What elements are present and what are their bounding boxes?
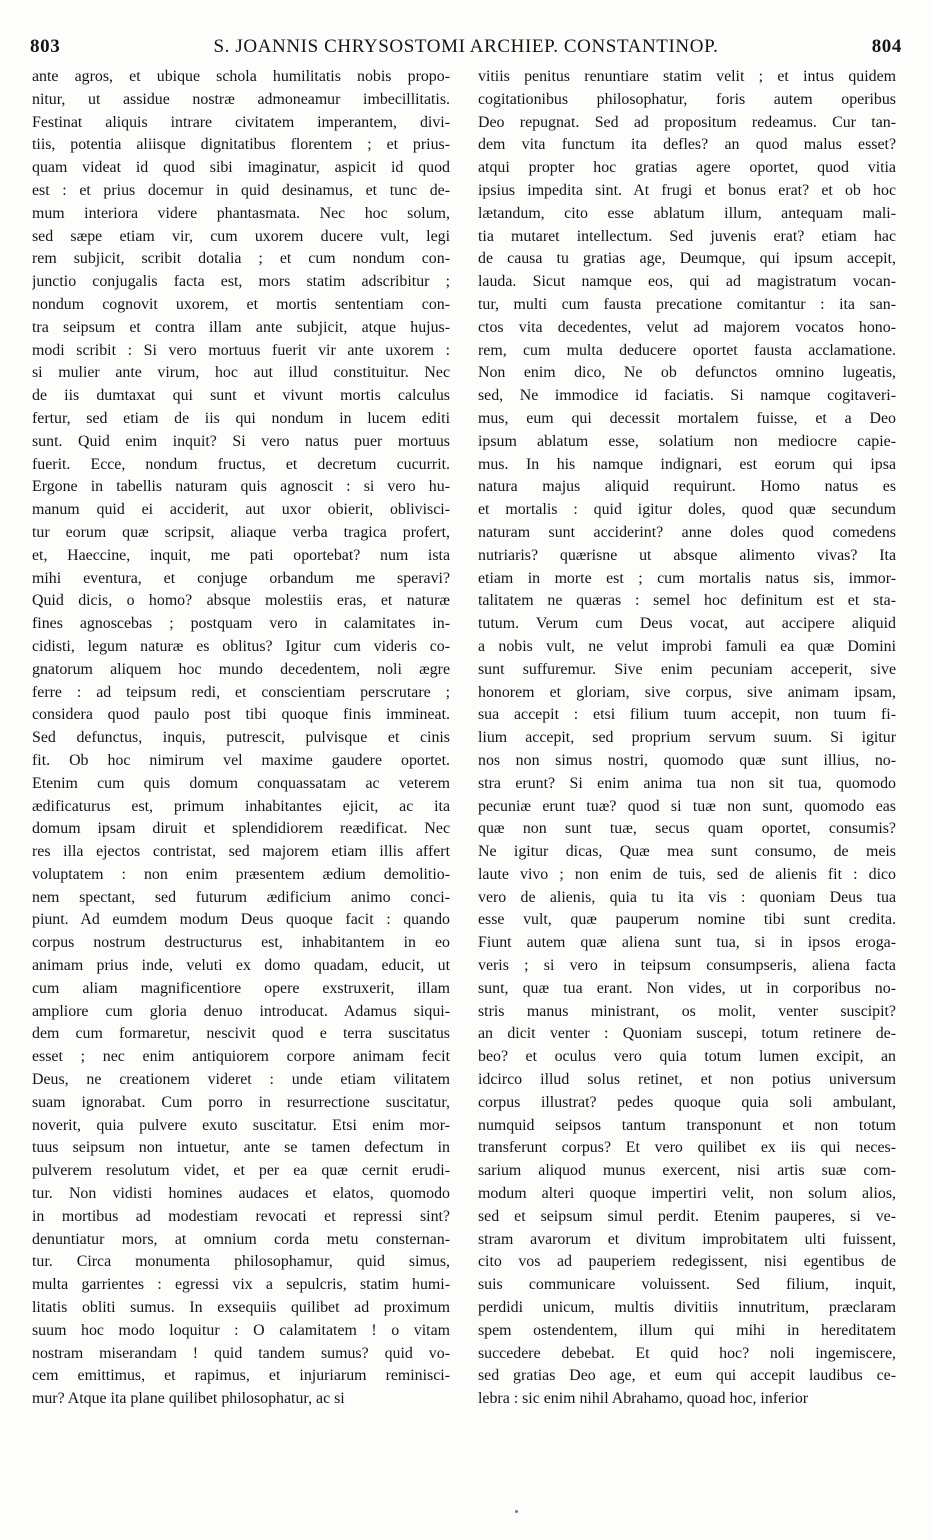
text-line: cem emittimus, et rapimus, et injuriarum reminisci- [32,1367,450,1385]
text-line: laute vivo ; non enim de tuis, sed de alienis fit : dico [478,865,896,883]
text-line: nondum cognovit uxorem, et mortis sententiam con- [32,295,450,313]
text-line: transferunt corpus? Et vero quilibet ex iis qui neces- [478,1139,896,1157]
text-line: sarium aliquod munus exercent, nisi artis suæ com- [478,1162,896,1180]
text-line: tur eorum quæ scripsit, aliaque verba tragica profert, [32,523,450,541]
text-line: mur? Atque ita plane quilibet philosophatur, ac si [32,1390,345,1408]
text-line: rem subjicit, scribit dotalia ; et cum nondum con- [32,250,450,268]
text-line: tiis, potentia aliisque dignitatibus florentem ; et prius- [32,136,450,154]
text-line: ipsius impedita sint. At frugi et bonus erat? et ob hoc [478,181,896,199]
text-line: de causa tu gratias age, Deumque, qui ipsum accepit, [478,250,896,268]
text-line: cogitationibus philosophatur, foris autem operibus [478,90,896,108]
text-line: fines agnoscebas ; postquam vero in calamitates in- [32,615,450,633]
text-line: Festinat aliquis intrare civitatem imperantem, divi- [32,113,450,131]
text-line: sed, Ne immodice id faciatis. Si namque cogitaveri- [478,387,896,405]
text-line: rem, cum multa deducere oportet fausta acclamatione. [478,341,896,359]
text-line: noverit, quia pulvere exuto suscitatur. Etsi enim mor- [32,1116,450,1134]
page-number-right: 804 [871,36,902,57]
text-line: Deus, ne creationem videret : unde etiam vilitatem [32,1071,450,1089]
running-title: S. JOANNIS CHRYSOSTOMI ARCHIEP. CONSTANTINOP. [213,36,719,57]
text-line: multa garrientes : egressi vix a sepulcris, statim humi- [32,1276,450,1294]
text-line: lauda. Sicut namque eos, qui ad magistratum vocan- [478,273,896,291]
text-line: mus, eum qui decessit mortalem fuisse, et a Deo [478,409,896,427]
text-line: nitur, ut assidue nostræ admoneamur imbecillitatis. [32,90,450,108]
text-line: suam ignorabat. Cum porro in resurrectione suscitatur, [32,1093,450,1111]
text-line: spem ostendentem, illum qui mihi in hereditatem [478,1321,896,1339]
text-line: quæ non sunt tuæ, secus quam oportet, consumis? [478,820,896,838]
text-line: ampliore cum gloria denuo introducat. Adamus siqui- [32,1002,450,1020]
text-line: beo? et oculus vero quia totum lumen excipit, an [478,1048,896,1066]
text-line: veris ; si vero in teipsum consumpseris, aliena facta [478,957,896,975]
page-number-left: 803 [30,36,61,57]
text-line: nos non simus nostri, quomodo quæ sunt illius, no- [478,751,896,769]
text-line: lætandum, cito esse ablatum illum, antequam mali- [478,204,896,222]
text-line: corpus nostrum destructurus est, inhabitantem in eo [32,934,450,952]
text-line: quam videat id quod sibi imaginatur, aspicit id quod [32,159,450,177]
text-line: Quid dicis, o homo? absque molestiis eras, et naturæ [32,592,450,610]
text-line: vitiis penitus renuntiare statim velit ; et intus quidem [478,68,896,85]
text-line: denuntiatur mors, at omnium corda metu consternan- [32,1230,450,1248]
text-line: fertur, sed etiam de iis qui nondum in lucem editi [32,409,450,427]
text-line: esset ; nec enim antiquiorem corpore animam fecit [32,1048,450,1066]
text-line: pecuniæ erunt tuæ? quod si tuæ non sunt, quomodo eas [478,797,896,815]
text-line: talitatem ne quæras : semel hoc definitum est et sta- [478,592,896,610]
text-line: lebra : sic enim nihil Abrahamo, quoad hoc, inferior [478,1390,809,1408]
text-line: tra seipsum et contra illam ante subjicit, atque hujus- [32,318,450,336]
text-line: cidisti, legum naturæ es oblitus? Igitur cum videris co- [32,637,450,655]
text-line: tia mutaret intellectum. Sed juvenis erat? etiam hac [478,227,896,245]
text-line: esse vult, quæ pauperum nomine tibi sunt credita. [478,911,896,929]
text-line: ipsum ablatum esse, solatium non mediocre capie- [478,432,896,450]
text-line: ante agros, et ubique schola humilitatis nobis propo- [32,68,450,85]
text-line: Fiunt autem quæ aliena sunt tua, si in ipsos eroga- [478,934,896,952]
text-line: tutum. Verum cum Deus vocat, aut accipere aliquid [478,615,896,633]
text-line: an dicit venter : Quoniam suscepi, totum retinere de- [478,1025,896,1043]
text-line: vero de alienis, quia tu ita vis : quoniam Deus tua [478,888,896,906]
print-speck [515,1510,518,1513]
text-line: etiam in morte est ; cum mortalis natus sis, immor- [478,569,896,587]
text-line: idcirco illud solus retinet, et non potius universum [478,1071,896,1089]
text-line: atqui propter hoc gratias agere oportet, quod vitia [478,159,896,177]
text-line: tur, multi cum fausta precatione comitantur : ita san- [478,295,896,313]
text-line: Non enim dico, Ne ob defunctos omnino lugeatis, [478,364,896,382]
text-line: modi scribit : Si vero mortuus fuerit vir ante uxorem : [32,341,450,359]
text-line: mus. In his namque indignari, est eorum qui ipsa [478,455,896,473]
text-line: sed gratias Deo age, et eum qui accepit laudibus ce- [478,1367,896,1385]
text-line: modum alteri quoque impertiri velit, non solum alios, [478,1185,896,1203]
text-line: suum hoc modo loquitur : O calamitatem ! o vitam [32,1321,450,1339]
text-line: gnatorum aliquem hoc mundo decedentem, noli ægre [32,660,450,678]
text-line: res illa ejectos contristat, sed majorem etiam illis affert [32,843,450,861]
text-line: Deo repugnat. Sed ad propositum redeamus. Cur tan- [478,113,896,131]
text-line: manum quid ei acciderit, aut uxor obierit, oblivisci- [32,501,450,519]
text-line: si mulier ante virum, hoc aut illud constituitur. Nec [32,364,450,382]
text-line: ferre : ad teipsum redi, et conscientiam perscrutare ; [32,683,450,701]
text-line: domum ipsam diruit et splendidiorem reædificat. Nec [32,820,450,838]
text-line: Sed defunctus, inquis, putrescit, pulvisque et cinis [32,729,450,747]
text-line: de iis dumtaxat qui sunt et vivunt mortis calculus [32,387,450,405]
text-line: ctos vita decedentes, velut ad majorem vocatos hono- [478,318,896,336]
text-line: mihi eventura, et conjuge orbandum me speravi? [32,569,450,587]
text-line: sua accepit : etsi filium tuum accepit, non tuum fi- [478,706,896,724]
text-line: animam prius inde, veluti ex domo quadam, educit, ut [32,957,450,975]
text-line: lium accepit, sed proprium servum suum. Si igitur [478,729,896,747]
text-line: fit. Ob hoc nimirum vel maxime gaudere oportet. [32,751,450,769]
text-line: junctio conjugalis facta est, mors statim adscribitur ; [32,273,450,291]
text-line: dem vita functum ita defles? an quod malus esset? [478,136,896,154]
text-column-right [478,66,896,1411]
text-line: dem cum formaretur, nescivit quod e terra suscitatus [32,1025,450,1043]
text-line: natura majus aliquid requirunt. Homo natus es [478,478,896,496]
text-line: cum aliam magnificentiore opere exstruxerit, illam [32,979,450,997]
text-line: pulverem resolutum videt, et per ea quæ cernit erudi- [32,1162,450,1180]
text-line: tuus seipsum non intuetur, ante se tamen defectum in [32,1139,450,1157]
text-line: naturam sunt acciderint? anne doles quod comedens [478,523,896,541]
text-line: fuerit. Ecce, nondum fructus, et decretum cucurrit. [32,455,450,473]
text-line: a nobis vult, ne velut improbi famuli ea quæ Domini [478,637,896,655]
text-line: sed sæpe etiam vir, cum uxorem ducere vult, legi [32,227,450,245]
text-line: suis communicare voluissent. Sed filium, inquit, [478,1276,896,1294]
text-line: Etenim cum quis domum conquassatam ac veterem [32,774,450,792]
text-line: sunt, quæ tua erant. Non vides, ut in corporibus no- [478,979,896,997]
text-line: sunt suffuremur. Sive enim pecuniam acceperit, sive [478,660,896,678]
text-line: et mortalis : quid igitur doles, quod quæ secundum [478,501,896,519]
text-line: nutriaris? quærisne ut absque alimento vivas? Ita [478,546,896,564]
text-line: sunt. Quid enim inquit? Si vero natus puer mortuus [32,432,450,450]
text-column-left [32,66,450,1411]
text-line: nostram miserandam ! quid tandem sumus? quid vo- [32,1344,450,1362]
running-header [30,36,902,64]
text-line: est : et prius docemur in quid desinamus, et tunc de- [32,181,450,199]
text-line: tur. Circa monumenta philosophamur, quid simus, [32,1253,450,1271]
text-line: ædificaturus est, primum inhabitantes ejicit, ac ita [32,797,450,815]
text-line: mum interiora videre phantasmata. Nec hoc solum, [32,204,450,222]
text-line: piunt. Ad eumdem modum Deus quoque facit : quando [32,911,450,929]
text-line: considera quod paulo post tibi quoque finis immineat. [32,706,450,724]
text-line: perdidi unicum, multis divitiis innutritum, præclaram [478,1299,896,1317]
text-line: numquid seipsos tantum transponunt et non totum [478,1116,896,1134]
text-line: Ergone in tabellis naturam quis agnoscit : si vero hu- [32,478,450,496]
text-line: et, Haeccine, inquit, me pati oportebat? num ista [32,546,450,564]
text-line: sed et seipsum simul perdit. Etenim pauperes, si ve- [478,1207,896,1225]
text-line: stris manus ministrant, os molit, venter suscipit? [478,1002,896,1020]
text-line: stram avarorum et divitum improbitatem ulti fuissent, [478,1230,896,1248]
text-line: voluptatem : non enim præsentem ædium demolitio- [32,865,450,883]
text-line: stra erunt? Si enim anima tua non sit tua, quomodo [478,774,896,792]
text-line: succedere debebat. Et quid hoc? noli ingemiscere, [478,1344,896,1362]
text-line: nem spectant, sed futurum ædificium animo conci- [32,888,450,906]
text-line: tur. Non vidisti homines audaces et elatos, quomodo [32,1185,450,1203]
text-line: cito vos ad pauperiem redegissent, nisi egentibus de [478,1253,896,1271]
text-line: Ne igitur dicas, Quæ mea sunt consumo, de meis [478,843,896,861]
text-line: litatis obliti sumus. In exsequiis quilibet ad proximum [32,1299,450,1317]
text-line: in mortibus ad modestiam revocati et repressi sint? [32,1207,450,1225]
text-line: honorem et gloriam, sive corpus, sive animam ipsam, [478,683,896,701]
text-line: corpus illustrat? pedes quoque quia soli ambulant, [478,1093,896,1111]
